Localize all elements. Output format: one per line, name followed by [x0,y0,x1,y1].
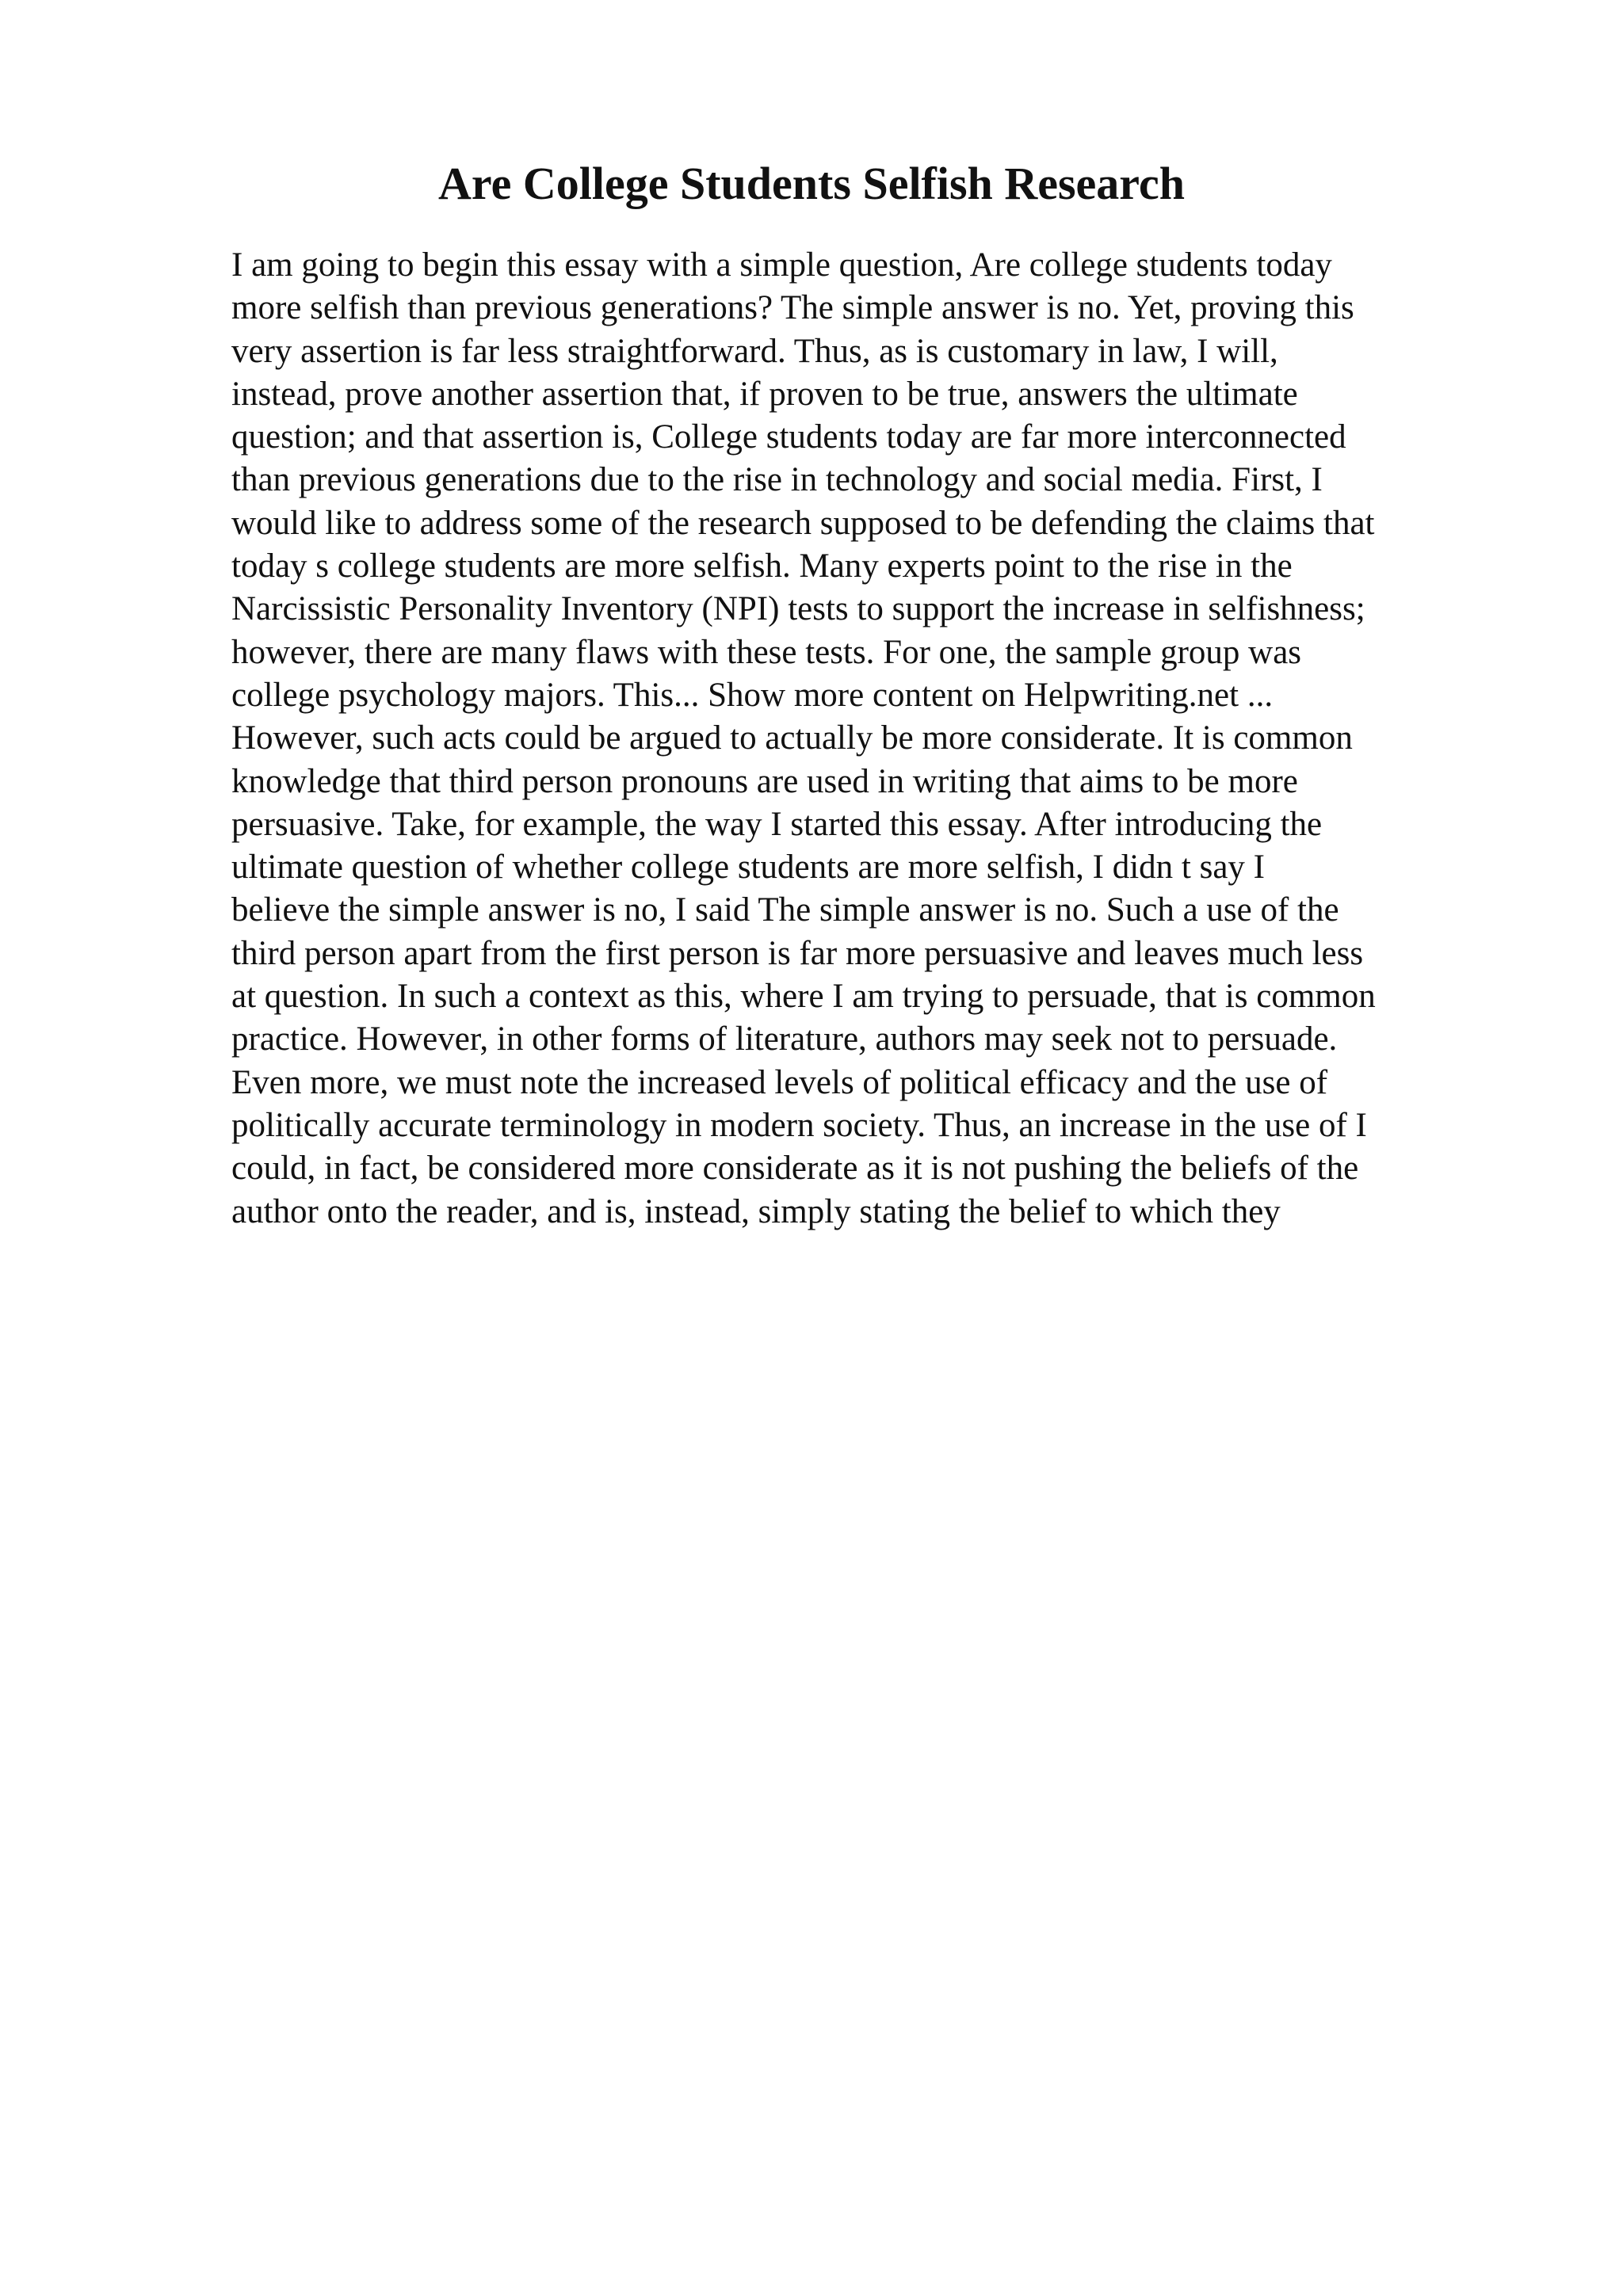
essay-line: very assertion is far less straightforward. Thus, as is customary in law, I will, [231,332,1278,370]
essay-line: question; and that assertion is, College students today are far more interconnected [231,418,1346,456]
essay-line: however, there are many flaws with these tests. For one, the sample group was [231,633,1302,671]
essay-line: I am going to begin this essay with a simple question, Are college students today [231,246,1332,284]
essay-line: knowledge that third person pronouns are used in writing that aims to be more [231,762,1298,800]
essay-line: persuasive. Take, for example, the way I started this essay. After introducing the [231,805,1323,843]
essay-line: more selfish than previous generations? The simple answer is no. Yet, proving this [231,289,1354,327]
essay-line: Even more, we must note the increased levels of political efficacy and the use of [231,1063,1328,1101]
essay-line: believe the simple answer is no, I said The simple answer is no. Such a use of the [231,891,1339,929]
essay-line: than previous generations due to the rise in technology and social media. First, I [231,461,1323,499]
essay-line: author onto the reader, and is, instead, simply stating the belief to which they [231,1192,1281,1230]
essay-line: instead, prove another assertion that, if proven to be true, answers the ultimate [231,375,1298,413]
essay-line: today s college students are more selfish. Many experts point to the rise in the [231,547,1293,585]
essay-line: practice. However, in other forms of literature, authors may seek not to persuade. [231,1020,1338,1058]
essay-line: could, in fact, be considered more considerate as it is not pushing the beliefs of the [231,1150,1359,1188]
essay-body [231,244,1499,1234]
document-title: Are College Students Selfish Research [438,158,1185,209]
essay-line: politically accurate terminology in modern society. Thus, an increase in the use of I [231,1106,1367,1144]
essay-line: Narcissistic Personality Inventory (NPI) tests to support the increase in selfishness; [231,590,1365,628]
essay-line: at question. In such a context as this, where I am trying to persuade, that is common [231,978,1376,1016]
essay-line: college psychology majors. This... Show more content on Helpwriting.net ... [231,676,1274,714]
essay-line: ultimate question of whether college students are more selfish, I didn t say I [231,849,1265,887]
essay-line: third person apart from the first person is far more persuasive and leaves much less [231,934,1364,972]
essay-line: However, such acts could be argued to actually be more considerate. It is common [231,719,1353,757]
essay-line: would like to address some of the research supposed to be defending the claims that [231,504,1375,542]
